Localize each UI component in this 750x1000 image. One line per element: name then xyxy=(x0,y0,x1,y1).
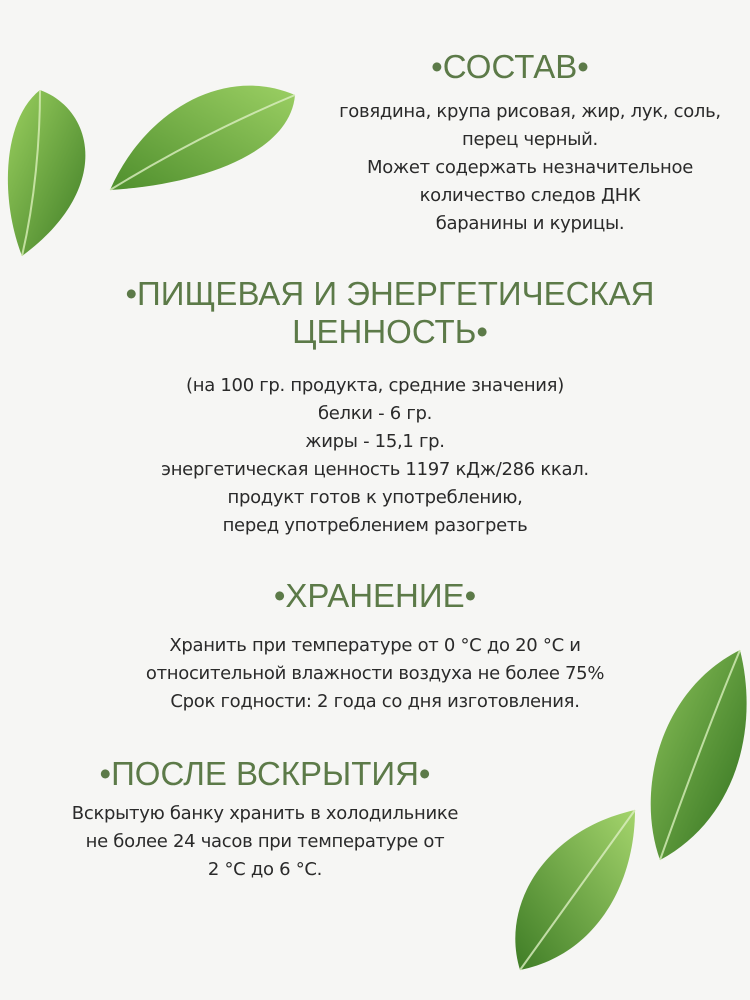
nutrition-line: продукт готов к употреблению, xyxy=(227,487,523,508)
nutrition-line: перед употреблением разогреть xyxy=(222,515,528,536)
after-opening-text xyxy=(45,800,485,884)
after-opening-line: 2 °С до 6 °С. xyxy=(207,859,323,880)
storage-line: относительной влажности воздуха не более 75% xyxy=(145,663,605,684)
leaf-icon xyxy=(505,805,640,975)
composition-line: Может содержать незначительное xyxy=(366,157,694,178)
composition-text xyxy=(325,98,735,238)
after-opening-title: •ПОСЛЕ ВСКРЫТИЯ• xyxy=(99,755,431,792)
composition-line: баранины и курицы. xyxy=(435,213,625,234)
storage-line: Хранить при температуре от 0 °С до 20 °С и xyxy=(169,635,581,656)
storage-line: Срок годности: 2 года со дня изготовления. xyxy=(170,691,580,712)
leaf-icon xyxy=(105,60,305,200)
composition-line: количество следов ДНК xyxy=(419,185,641,206)
nutrition-line: жиры - 15,1 гр. xyxy=(305,431,445,452)
after-opening-line: не более 24 часов при температуре от xyxy=(85,831,445,852)
storage-text xyxy=(110,632,640,716)
storage-title: •ХРАНЕНИЕ• xyxy=(273,577,477,614)
nutrition-text xyxy=(140,372,610,540)
nutrition-title-line1: •ПИЩЕВАЯ И ЭНЕРГЕТИЧЕСКАЯ xyxy=(125,275,655,312)
leaf-icon xyxy=(0,80,120,270)
nutrition-line: (на 100 гр. продукта, средние значения) xyxy=(186,375,564,396)
after-opening-line: Вскрытую банку хранить в холодильнике xyxy=(71,803,459,824)
nutrition-line: энергетическая ценность 1197 кДж/286 ккал. xyxy=(161,459,589,480)
leaf-icon xyxy=(640,640,750,865)
nutrition-line: белки - 6 гр. xyxy=(317,403,433,424)
composition-line: говядина, крупа рисовая, жир, лук, соль, xyxy=(339,101,721,122)
nutrition-title-line2: ЦЕННОСТЬ• xyxy=(292,313,488,350)
composition-title: •СОСТАВ• xyxy=(431,48,589,85)
composition-line: перец черный. xyxy=(462,129,598,150)
